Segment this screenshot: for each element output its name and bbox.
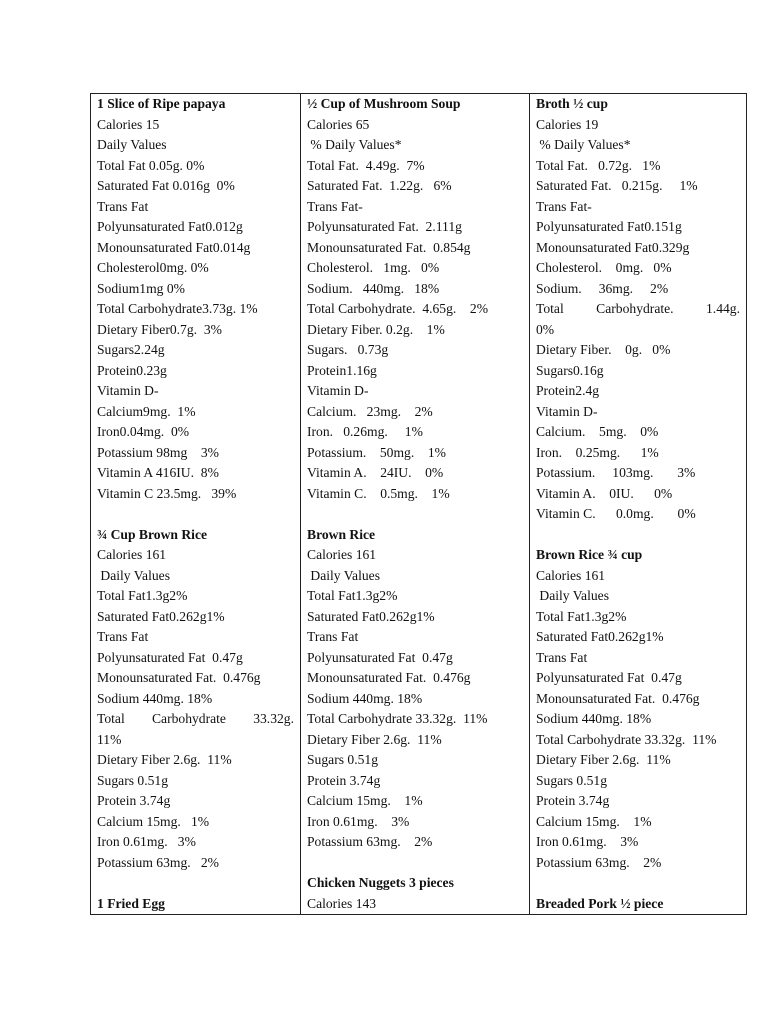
nutrient-line: Monounsaturated Fat. 0.476g (97, 670, 261, 685)
nutrition-column-2 (301, 94, 530, 915)
nutrient-line: Protein1.16g (307, 362, 377, 378)
food-heading: 1 Slice of Ripe papaya (97, 96, 226, 111)
nutrient-line: % Daily Values* (307, 137, 402, 152)
nutrition-column-3 (530, 94, 747, 915)
nutrient-line: Sugars 0.51g (536, 772, 607, 788)
nutrient-line: Total Carbohydrate 33.32g. 11% (307, 711, 488, 726)
nutrient-line: Daily Values (307, 567, 380, 583)
food-heading: 1 Fried Egg (97, 895, 165, 911)
nutrient-line: Dietary Fiber. 0.2g. 1% (307, 321, 445, 337)
nutrient-line: Total Carbohydrate. 1.44g. (536, 301, 740, 316)
nutrient-line: Trans Fat- (536, 198, 592, 214)
spacer (307, 853, 523, 874)
nutrient-line: Vitamin A. 0IU. 0% (536, 485, 673, 501)
spacer (536, 873, 740, 894)
nutrient-line: Sodium 440mg. 18% (536, 711, 652, 726)
nutrient-line: Trans Fat- (307, 198, 363, 214)
nutrient-line: Total Fat. 4.49g. 7% (307, 157, 425, 173)
nutrient-line: Monounsaturated Fat0.329g (536, 239, 690, 255)
nutrient-line: Potassium 63mg. 2% (536, 854, 662, 870)
nutrient-line: Dietary Fiber0.7g. 3% (97, 321, 222, 337)
nutrient-line: Sugars 0.51g (97, 772, 168, 788)
nutrient-line: Total Fat1.3g2% (536, 608, 627, 624)
nutrient-line: Monounsaturated Fat. 0.854g (307, 239, 471, 255)
nutrient-line: Potassium. 103mg. 3% (536, 465, 696, 480)
nutrient-line: Saturated Fat0.262g1% (97, 608, 225, 624)
nutrient-line: Saturated Fat0.262g1% (536, 629, 664, 644)
nutrient-line: Sodium 440mg. 18% (307, 690, 423, 706)
nutrient-line: Cholesterol0mg. 0% (97, 260, 209, 275)
nutrient-line: Sodium 440mg. 18% (97, 690, 213, 706)
nutrient-line: Polyunsaturated Fat 0.47g (307, 649, 453, 665)
nutrient-line: Iron0.04mg. 0% (97, 424, 190, 439)
spacer (97, 504, 294, 525)
nutrient-line: Total Fat1.3g2% (307, 588, 398, 603)
nutrient-line: Calories 161 (307, 547, 377, 562)
nutrient-line: Total Carbohydrate3.73g. 1% (97, 301, 258, 316)
nutrient-line: Saturated Fat. 0.215g. 1% (536, 178, 698, 193)
nutrient-line: Total Fat 0.05g. 0% (97, 157, 205, 173)
nutrient-line: Calcium9mg. 1% (97, 403, 196, 419)
food-heading: Chicken Nuggets 3 pieces (307, 875, 454, 890)
table-row (91, 94, 747, 915)
nutrient-line: % Daily Values* (536, 137, 631, 152)
spacer (536, 525, 740, 546)
nutrient-line: Iron 0.61mg. 3% (97, 834, 196, 849)
nutrient-line: Vitamin D- (307, 383, 369, 398)
nutrient-line: Polyunsaturated Fat0.151g (536, 219, 682, 234)
nutrient-line: Saturated Fat0.262g1% (307, 608, 435, 624)
nutrient-line: Protein 3.74g (307, 772, 381, 788)
nutrient-line: Protein 3.74g (97, 793, 171, 808)
nutrition-column-1 (91, 94, 301, 915)
nutrient-line: Polyunsaturated Fat. 2.111g (307, 219, 462, 234)
nutrient-line: Sugars2.24g (97, 342, 165, 357)
nutrient-line: Polyunsaturated Fat 0.47g (97, 649, 243, 665)
nutrient-line: Sodium1mg 0% (97, 280, 185, 296)
nutrient-line: Polyunsaturated Fat0.012g (97, 219, 243, 234)
nutrient-line: Iron 0.61mg. 3% (307, 813, 410, 829)
nutrient-line: Polyunsaturated Fat 0.47g (536, 670, 682, 685)
food-heading: Brown Rice ¾ cup (536, 547, 643, 562)
nutrient-line: Calcium 15mg. 1% (536, 813, 652, 829)
nutrient-line: Protein2.4g (536, 383, 600, 398)
nutrient-line: Total Fat. 0.72g. 1% (536, 157, 661, 173)
nutrient-line: Sugars 0.51g (307, 752, 378, 767)
nutrient-line: Dietary Fiber 2.6g. 11% (536, 752, 671, 767)
food-heading: Broth ½ cup (536, 96, 608, 111)
nutrient-line: Total Carbohydrate 33.32g. (97, 711, 294, 726)
food-heading: Breaded Pork ½ piece (536, 895, 664, 911)
nutrient-line: Iron. 0.25mg. 1% (536, 444, 659, 460)
nutrient-line: Calories 161 (97, 547, 167, 562)
food-heading: Brown Rice (307, 526, 376, 542)
nutrient-line: Saturated Fat. 1.22g. 6% (307, 178, 452, 193)
nutrient-line: Dietary Fiber. 0g. 0% (536, 342, 671, 357)
nutrient-line: Total Carbohydrate 33.32g. 11% (536, 731, 717, 747)
nutrient-line: Sugars0.16g (536, 362, 604, 378)
nutrient-line: Trans Fat (307, 629, 359, 644)
nutrient-line: Calories 143 (307, 895, 377, 911)
nutrient-line: Calories 19 (536, 116, 599, 132)
nutrient-line: Calcium. 23mg. 2% (307, 403, 433, 419)
nutrient-line: Calories 15 (97, 116, 160, 132)
nutrient-line: Vitamin D- (536, 403, 598, 419)
nutrient-line: Calcium 15mg. 1% (307, 793, 423, 808)
nutrient-line: Daily Values (97, 137, 167, 152)
nutrient-line: Monounsaturated Fat0.014g (97, 239, 251, 255)
nutrient-line: Potassium 98mg 3% (97, 444, 219, 460)
nutrient-line: Calcium 15mg. 1% (97, 813, 210, 829)
food-heading: ½ Cup of Mushroom Soup (307, 96, 461, 111)
nutrient-line: Total Fat1.3g2% (97, 588, 188, 603)
nutrient-line: Daily Values (97, 567, 170, 583)
nutrient-line: Iron 0.61mg. 3% (536, 834, 639, 849)
nutrient-line: Iron. 0.26mg. 1% (307, 424, 423, 439)
nutrient-line: Monounsaturated Fat. 0.476g (536, 690, 700, 706)
nutrient-line: Trans Fat (536, 649, 588, 665)
nutrient-line: Sodium. 36mg. 2% (536, 280, 669, 296)
nutrient-line: Vitamin C 23.5mg. 39% (97, 485, 237, 501)
nutrient-line: Saturated Fat 0.016g 0% (97, 178, 235, 193)
nutrient-line: Vitamin C. 0.5mg. 1% (307, 485, 450, 501)
nutrient-line: Potassium 63mg. 2% (307, 834, 433, 849)
spacer (307, 504, 523, 525)
nutrient-line: Vitamin A. 24IU. 0% (307, 465, 444, 480)
nutrient-line: Potassium 63mg. 2% (97, 854, 219, 870)
nutrition-table (90, 93, 747, 915)
spacer (97, 873, 294, 894)
nutrient-line: 11% (97, 731, 122, 747)
nutrient-line: Daily Values (536, 588, 609, 603)
nutrient-line: Total Carbohydrate. 4.65g. 2% (307, 301, 489, 316)
nutrient-line: Potassium. 50mg. 1% (307, 444, 446, 460)
nutrient-line: Monounsaturated Fat. 0.476g (307, 670, 471, 685)
nutrient-line: Cholesterol. 1mg. 0% (307, 260, 440, 275)
nutrient-line: Dietary Fiber 2.6g. 11% (307, 731, 442, 747)
nutrient-line: Sodium. 440mg. 18% (307, 280, 440, 296)
nutrient-line: Vitamin D- (97, 383, 159, 398)
food-heading: ¾ Cup Brown Rice (97, 526, 208, 542)
nutrient-line: Cholesterol. 0mg. 0% (536, 260, 672, 275)
nutrient-line: Trans Fat (97, 198, 149, 214)
nutrient-line: Sugars. 0.73g (307, 342, 389, 357)
nutrient-line: Dietary Fiber 2.6g. 11% (97, 752, 232, 767)
nutrient-line: Protein 3.74g (536, 793, 610, 808)
nutrient-line: Vitamin A 416IU. 8% (97, 465, 219, 480)
nutrient-line: 0% (536, 321, 555, 337)
nutrient-line: Calories 65 (307, 116, 370, 132)
nutrient-line: Calcium. 5mg. 0% (536, 424, 659, 439)
nutrient-line: Protein0.23g (97, 362, 167, 378)
nutrient-line: Vitamin C. 0.0mg. 0% (536, 506, 696, 521)
nutrient-line: Trans Fat (97, 629, 149, 644)
nutrient-line: Calories 161 (536, 567, 606, 583)
